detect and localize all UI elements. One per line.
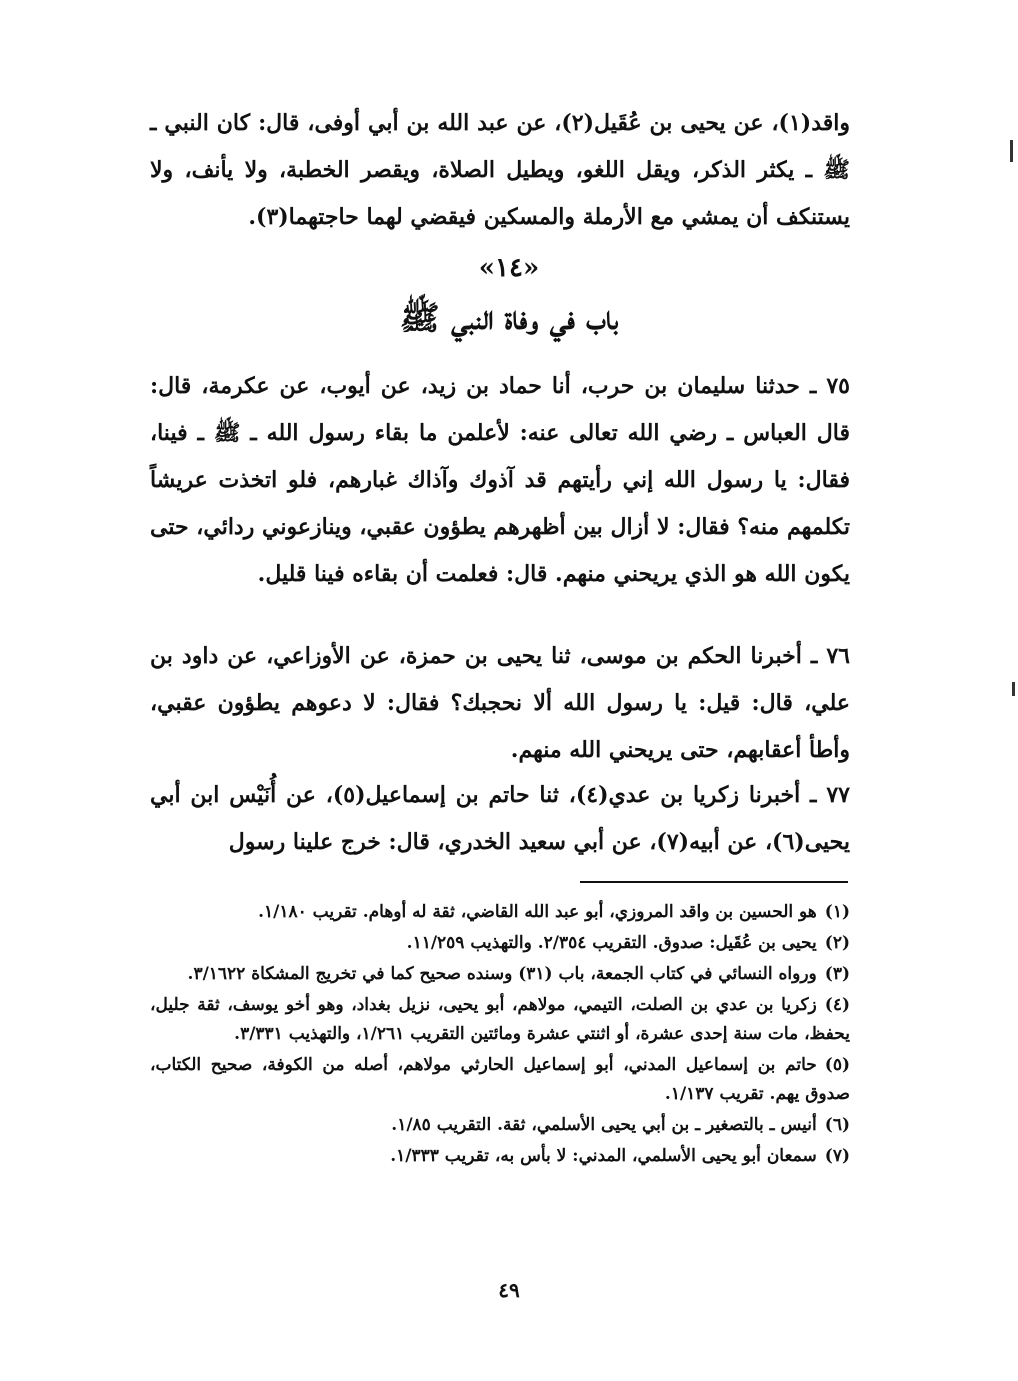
footnote-number: (٦) xyxy=(824,1115,850,1135)
footnote-divider xyxy=(580,881,848,883)
chapter-number: «١٤» xyxy=(478,253,540,283)
footnote-text: يحيى بن عُقَيل: صدوق. التقريب ٢/٣٥٤. والتهذيب ١١/٢٥٩. xyxy=(406,933,817,953)
footnote-text: ورواه النسائي في كتاب الجمعة، باب (٣١) وسنده صحيح كما في تخريج المشكاة ٣/١٦٢٢. xyxy=(187,964,817,984)
hadith-75: ٧٥ ـ حدثنا سليمان بن حرب، أنا حماد بن زيد، عن أيوب، عن عكرمة، قال: قال العباس ـ رضي الله تعالى عنه: لأعلمن ما بقاء رسول الله ـ ﷺ ـ فينا، فقال: يا رسول الله إني رأيتهم قد آذوك وآذاك غبارهم، فلو اتخذت عريشاً تكلمهم منه؟ فقال: لا أزال بين أظهرهم يطؤون عقبي، وينازعوني ردائي، حتى يكون الله هو الذي يريحني منهم. قال: فعلمت أن بقاءه فينا قليل. xyxy=(150,373,850,587)
footnote xyxy=(150,898,850,927)
footnote xyxy=(150,1111,850,1140)
footnote-number: (٧) xyxy=(824,1146,850,1166)
footnote-text: هو الحسين بن واقد المروزي، أبو عبد الله القاضي، ثقة له أوهام. تقريب ١/١٨٠. xyxy=(258,902,817,922)
footnote-text: أنيس ـ بالتصغير ـ بن أبي يحيى الأسلمي، ثقة. التقريب ١/٨٥. xyxy=(391,1115,817,1135)
scan-mark xyxy=(1010,140,1013,162)
footnote-number: (٢) xyxy=(824,933,850,953)
paragraph-continuation: واقد(١)، عن يحيى بن عُقَيل(٢)، عن عبد الله بن أبي أوفى، قال: كان النبي ـ ﷺ ـ يكثر الذكر، ويقل اللغو، ويطيل الصلاة، ويقصر الخطبة، ولا يأنف، ولا يستنكف أن يمشي مع الأرملة والمسكين فيقضي لهما حاجتهما(٣). xyxy=(150,110,851,230)
footnote-number: (١) xyxy=(824,902,850,922)
footnote-number: (٥) xyxy=(824,1055,850,1075)
footnote-number: (٤) xyxy=(824,995,850,1015)
footnote xyxy=(150,991,850,1049)
footnote xyxy=(150,1051,850,1109)
footnote xyxy=(150,960,850,989)
scan-mark xyxy=(1012,682,1015,696)
footnotes xyxy=(150,898,850,1173)
footnote xyxy=(150,929,850,958)
footnote xyxy=(150,1142,850,1171)
page-number: ٤٩ xyxy=(498,1278,520,1302)
footnote-number: (٣) xyxy=(824,964,850,984)
footnote-text: زكريا بن عدي بن الصلت، التيمي، مولاهم، أبو يحيى، نزيل بغداد، وهو أخو يوسف، ثقة جليل، يحفظ، مات سنة إحدى عشرة، أو اثنتي عشرة ومائتين التقريب ١/٢٦١، والتهذيب ٣/٣٣١. xyxy=(150,995,850,1044)
hadith-76: ٧٦ ـ أخبرنا الحكم بن موسى، ثنا يحيى بن حمزة، عن الأوزاعي، عن داود بن علي، قال: قيل: يا رسول الله ألا نحجبك؟ فقال: لا دعوهم يطؤون عقبي، وأطأ أعقابهم، حتى يريحني الله منهم. xyxy=(150,643,850,763)
footnote-text: حاتم بن إسماعيل المدني، أبو إسماعيل الحارثي مولاهم، أصله من الكوفة، صحيح الكتاب، صدوق يهم. تقريب ١/١٣٧. xyxy=(150,1055,850,1104)
footnote-text: سمعان أبو يحيى الأسلمي، المدني: لا بأس به، تقريب ١/٣٣٣. xyxy=(390,1146,817,1166)
hadith-77: ٧٧ ـ أخبرنا زكريا بن عدي(٤)، ثنا حاتم بن إسماعيل(٥)، عن أُنَيْس ابن أبي يحيى(٦)، عن أبيه(٧)، عن أبي سعيد الخدري، قال: خرج علينا رسول xyxy=(150,782,850,855)
chapter-title: باب في وفاة النبي ﷺ xyxy=(399,298,619,337)
